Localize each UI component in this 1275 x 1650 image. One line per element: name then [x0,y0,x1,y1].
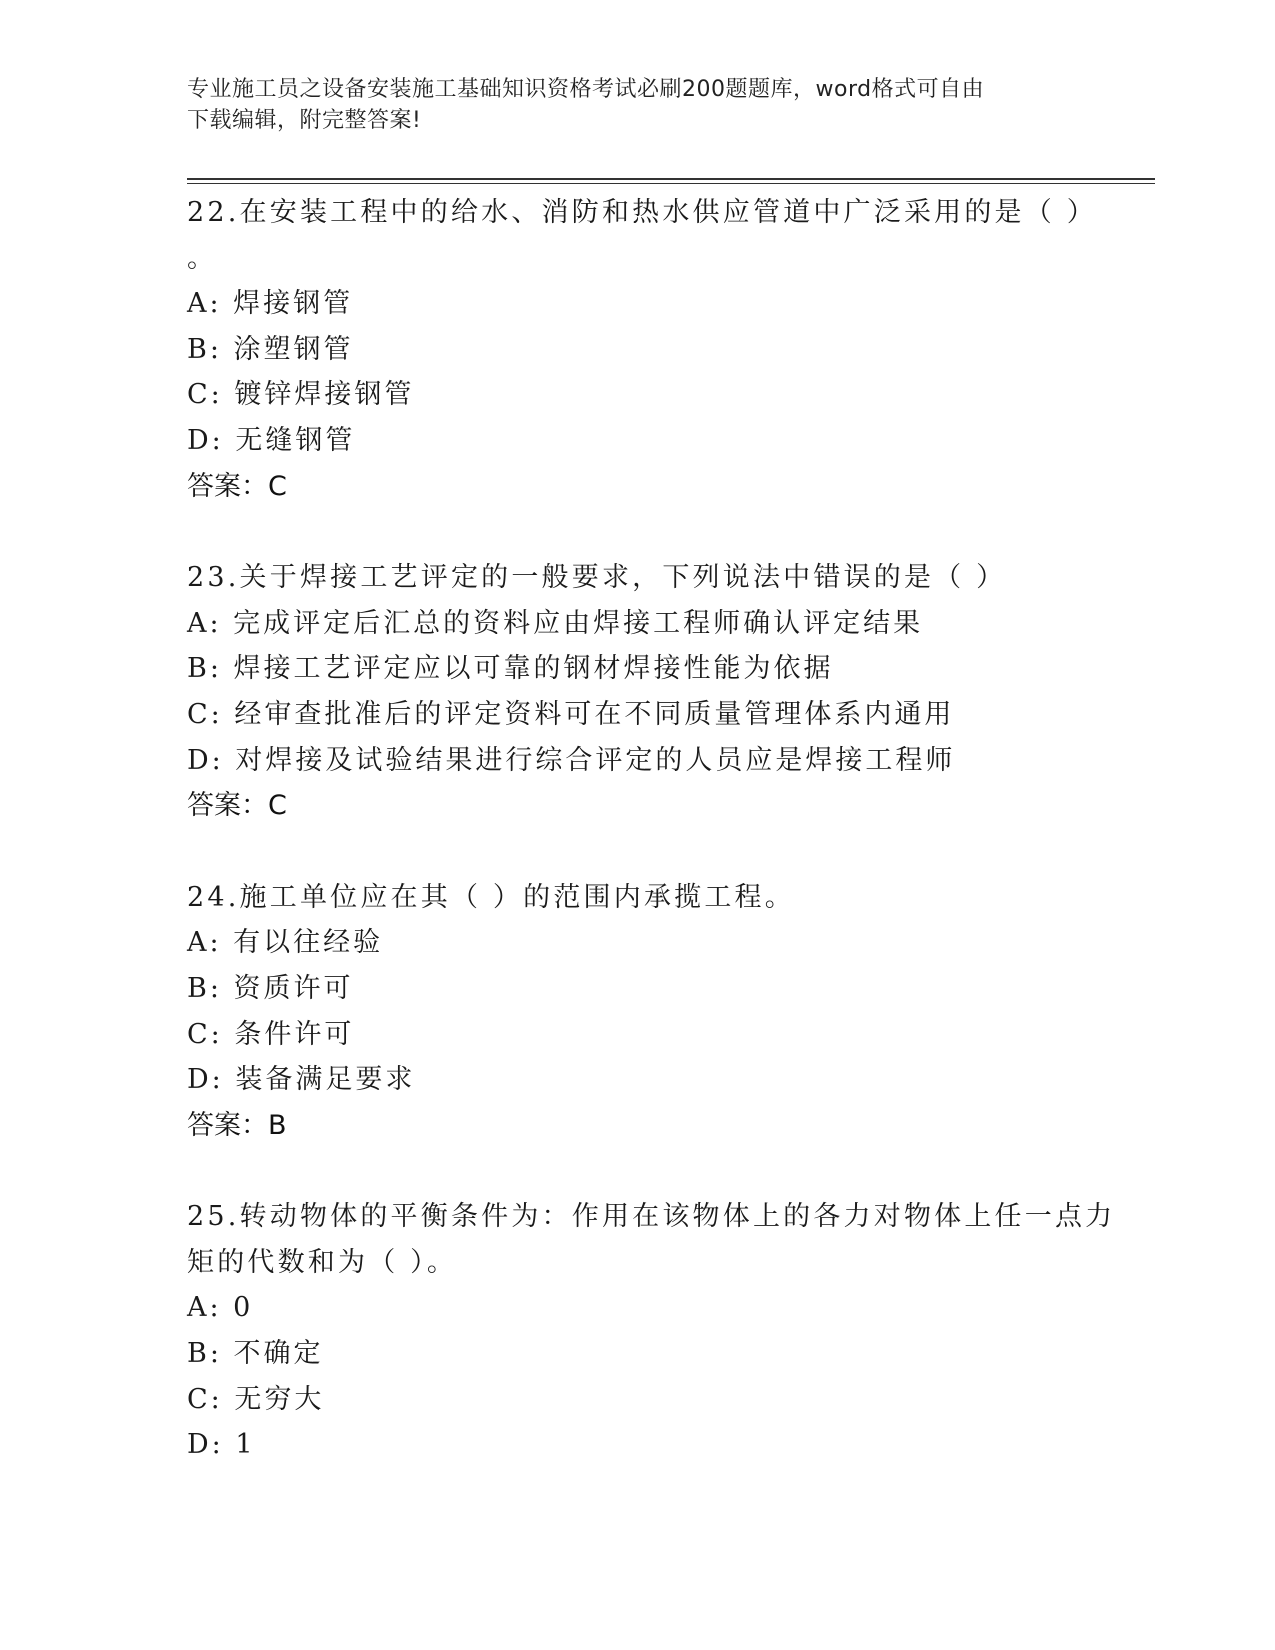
answer-line: 答案：C [187,470,287,502]
question-22 [187,190,1097,509]
option-a: A: 有以往经验 [187,927,384,959]
option-b: B: 资质许可 [187,972,354,1004]
answer-line: 答案：C [187,790,287,822]
option-b: B: 不确定 [187,1338,324,1370]
option-d: D: 无缝钢管 [187,424,356,456]
option-c: C: 经审查批准后的评定资料可在不同质量管理体系内通用 [187,698,955,730]
question-25 [187,1194,1116,1468]
question-stem: 25.转动物体的平衡条件为：作用在该物体上的各力对物体上任一点力 [187,1201,1116,1233]
question-stem-continued: 。 [187,242,218,274]
option-a: A: 焊接钢管 [187,288,354,320]
option-c: C: 镀锌焊接钢管 [187,379,415,411]
option-a: A: 完成评定后汇总的资料应由焊接工程师确认评定结果 [187,607,924,639]
option-c: C: 条件许可 [187,1018,355,1050]
option-d: D: 装备满足要求 [187,1064,416,1096]
document-header [187,74,1077,136]
header-line-2: 下载编辑，附完整答案! [187,108,422,133]
header-divider-thin [187,183,1155,184]
question-stem: 24.施工单位应在其（ ）的范围内承揽工程。 [187,881,795,913]
answer-line: 答案：B [187,1109,287,1141]
question-stem: 23.关于焊接工艺评定的一般要求，下列说法中错误的是（ ） [187,562,1007,594]
option-a: A: 0 [187,1292,254,1324]
question-24 [187,875,1087,1149]
option-b: B: 涂塑钢管 [187,333,354,365]
option-d: D: 1 [187,1429,256,1461]
header-divider-thick [187,178,1155,180]
question-stem: 22.在安装工程中的给水、消防和热水供应管道中广泛采用的是（ ） [187,197,1097,228]
question-23 [187,555,1087,829]
question-stem-continued: 矩的代数和为（ ）。 [187,1246,458,1278]
option-d: D: 对焊接及试验结果进行综合评定的人员应是焊接工程师 [187,744,956,776]
question-list [187,190,1116,1514]
option-c: C: 无穷大 [187,1383,325,1415]
option-b: B: 焊接工艺评定应以可靠的钢材焊接性能为依据 [187,653,834,685]
header-line-1: 专业施工员之设备安装施工基础知识资格考试必刷200题题库，word格式可自由 [187,77,985,102]
